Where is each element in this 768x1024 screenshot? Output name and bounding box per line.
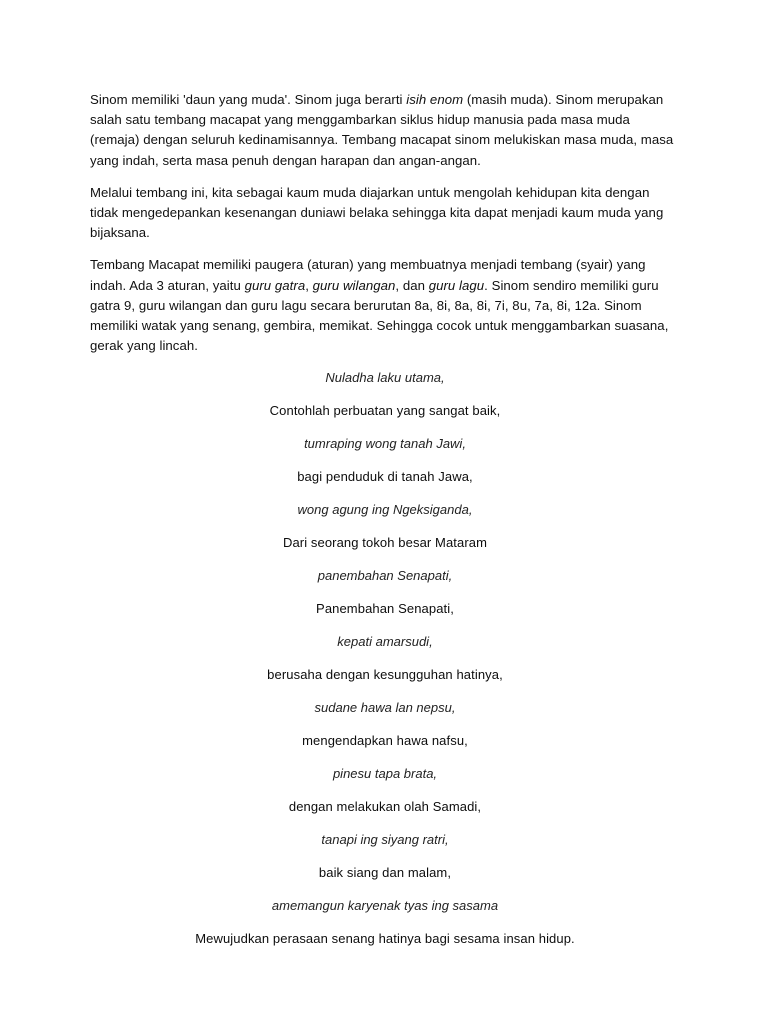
poem-line-javanese: tumraping wong tanah Jawi,	[304, 436, 466, 452]
text-run: , dan	[395, 277, 429, 293]
poem-line-javanese: Nuladha laku utama,	[325, 370, 445, 386]
paragraph	[90, 183, 680, 244]
poem-line-translation: mengendapkan hawa nafsu,	[302, 733, 468, 749]
poem-block	[90, 368, 680, 949]
text-run: . Sinom sendiro memiliki guru gatra 9, guru wilangan dan guru lagu secara berurutan 8a, 8i, 8a, 8i, 7i, 8u, 7a, 8i, 12a. Sinom memiliki watak yang senang, gembira, memikat. Sehingga cocok untuk menggambarkan suasana, gerak yang lincah.	[90, 277, 669, 354]
italic-term: guru gatra	[244, 277, 306, 293]
poem-line-translation: Dari seorang tokoh besar Mataram	[282, 535, 488, 551]
italic-term: guru lagu	[428, 277, 485, 293]
poem-line-translation: Panembahan Senapati,	[316, 601, 454, 617]
poem-line-translation: Contohlah perbuatan yang sangat baik,	[269, 403, 501, 419]
poem-line-translation: Mewujudkan perasaan senang hatinya bagi sesama insan hidup.	[195, 931, 575, 947]
poem-line-javanese: amemangun karyenak tyas ing sasama	[271, 898, 499, 914]
poem-line-javanese: kepati amarsudi,	[337, 634, 433, 650]
body-text	[90, 90, 680, 356]
text-run: ,	[305, 277, 313, 293]
text-run: Tembang Macapat memiliki paugera (aturan) yang membuatnya menjadi tembang (syair) yang indah. Ada 3 aturan, yaitu	[90, 257, 646, 293]
poem-line-javanese: pinesu tapa brata,	[332, 766, 438, 782]
poem-line-javanese: tanapi ing siyang ratri,	[321, 832, 449, 848]
poem-line-javanese: wong agung ing Ngeksiganda,	[297, 502, 473, 518]
poem-line-translation: dengan melakukan olah Samadi,	[288, 799, 482, 815]
paragraph	[90, 90, 680, 171]
poem-line-translation: berusaha dengan kesungguhan hatinya,	[267, 667, 503, 683]
text-run: (masih muda). Sinom merupakan salah satu tembang macapat yang menggambarkan siklus hidup manusia pada masa muda (remaja) dengan seluruh kedinamisannya. Tembang macapat sinom melukiskan masa muda, masa yang indah, serta masa penuh dengan harapan dan angan-angan.	[90, 92, 674, 168]
poem-line-translation: bagi penduduk di tanah Jawa,	[297, 469, 473, 485]
poem-line-javanese: panembahan Senapati,	[317, 568, 453, 584]
paragraph	[90, 255, 680, 356]
italic-term: isih enom	[406, 92, 464, 107]
italic-term: guru wilangan	[312, 277, 396, 293]
poem-line-translation: baik siang dan malam,	[318, 865, 452, 881]
text-run: Sinom memiliki 'daun yang muda'. Sinom juga berarti	[90, 92, 407, 107]
text-run: Melalui tembang ini, kita sebagai kaum muda diajarkan untuk mengolah kehidupan kita dengan tidak mengedepankan kesenangan duniawi belaka sehingga kita dapat menjadi kaum muda yang bijaksana.	[90, 184, 664, 241]
poem-line-javanese: sudane hawa lan nepsu,	[314, 700, 456, 716]
